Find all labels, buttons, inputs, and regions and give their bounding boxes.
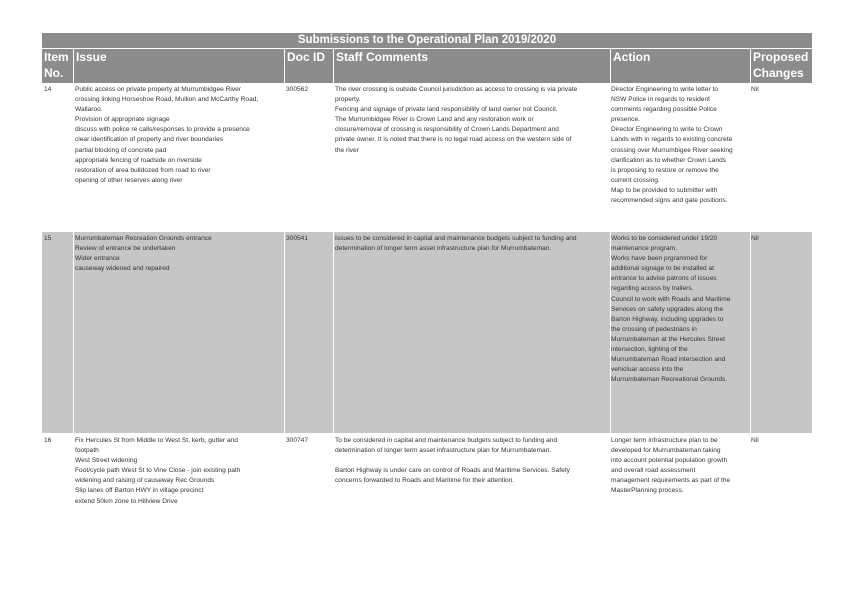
cell-item-no: 16 [44, 437, 52, 444]
column-divider [73, 232, 74, 433]
table-row [42, 232, 812, 433]
cell-proposed-changes: Nil [751, 86, 759, 93]
cell-item-no: 14 [44, 86, 52, 93]
header-action: Action [610, 49, 750, 83]
cell-action: Director Engineering to write letter to NSW Police in regards to resident comments regarding possible Police presence. Director Engineering to write to Crown Lands with in regards to existing concrete crossing over Murrumbigee River seeking clarification as to whether Crown Lands is proposing to restore or remove the current crossing. Map to be provided to submitter with recommended signs and gate positions. [611, 86, 733, 205]
column-divider [284, 232, 285, 433]
cell-proposed-changes: Nil [751, 235, 759, 242]
header-proposed-changes: Proposed Changes [750, 49, 812, 83]
header-issue: Issue [73, 49, 284, 83]
table-row [42, 83, 812, 233]
header-item-no: Item No. [44, 50, 69, 80]
table-title: Submissions to the Operational Plan 2019/2020 [42, 33, 812, 48]
cell-proposed-changes: Nil [751, 437, 759, 444]
header-staff-comments: Staff Comments [333, 49, 610, 83]
cell-staff-comments: To be considered in capital and maintenance budgets subject to funding and determination of longer term asset infrastructure plan for Murrumbateman. Barton Highway is under care on control of Roads and Maritime Services. Safety concerns forwarded to Roads and Maritime for their attention. [335, 437, 570, 485]
table-row [42, 434, 812, 514]
header-doc-id: Doc ID [284, 49, 333, 83]
cell-item-no: 15 [44, 235, 52, 242]
cell-doc-id: 300747 [286, 437, 309, 444]
table-header-row [42, 48, 812, 83]
cell-action: Works to be considered under 19/20 maintenance program. Works have been prgrammed for additional signage to be installed at entrance to advise patrons of issues regarding access by trailers. Council to work with Roads and Maritime Services on safety upgrades along the Barton Highway, including upgrades to the crossing of pedestrians in Murrumbateman at the Hercules Street intersection, lighting of the Murrumbateman Road intersection and vehicluar access into the Murrumbateman Recreational Grounds. [611, 235, 731, 384]
cell-staff-comments: The river crossing is outside Council jurisdiction as access to crossing is via private property. Fencing and signage of private land responsibility of land owner not Council. The Murrumbidgee River is Crown Land and any restoration work or closure/removal of crossing is responsibility of Crown Lands Department and private owner. It is noted that there is no legal road access on the western side of the river [335, 86, 578, 154]
cell-staff-comments: Issues to be considered in capital and maintenance budgets subject to funding and determination of longer term asset infrastructure plan for Murrumbateman. [335, 235, 577, 253]
cell-issue: Murrumbateman Recreation Grounds entrance Review of entrance be undertaken Wider entrance causeway widened and repaired [75, 235, 212, 273]
cell-issue: Public access on private property at Murrumbidgee River crossing linking Horseshoe Road, Mullion and McCarthy Road, Wallaroo. Provision of appropriate signage discuss with police re calls/responses to provide a presence clear identification of property and river boundaries partial blocking of concrete pad appropriate fencing of roadside on riverside restoration of area bulldozed from road to river opening of other reserves along river [75, 86, 259, 184]
cell-doc-id: 300562 [286, 86, 309, 93]
cell-doc-id: 300541 [286, 235, 309, 242]
cell-action: Longer term infrastructure plan to be developed for Murrumbateman taking into account potential population growth and overall road assessment management requirements as part of the MasterPlanning process. [611, 437, 731, 495]
cell-issue: Fix Hercules St from Middle to West St, kerb, gutter and footpath West Street widening Foot/cycle path West St to Vine Close - join existing path widening and raising of causeway Rec Grounds Slip lanes off Barton HWY in village precinct extend 50km zone to Hillview Drive [75, 437, 241, 505]
column-divider [333, 232, 334, 433]
operational-plan-table [42, 33, 812, 505]
